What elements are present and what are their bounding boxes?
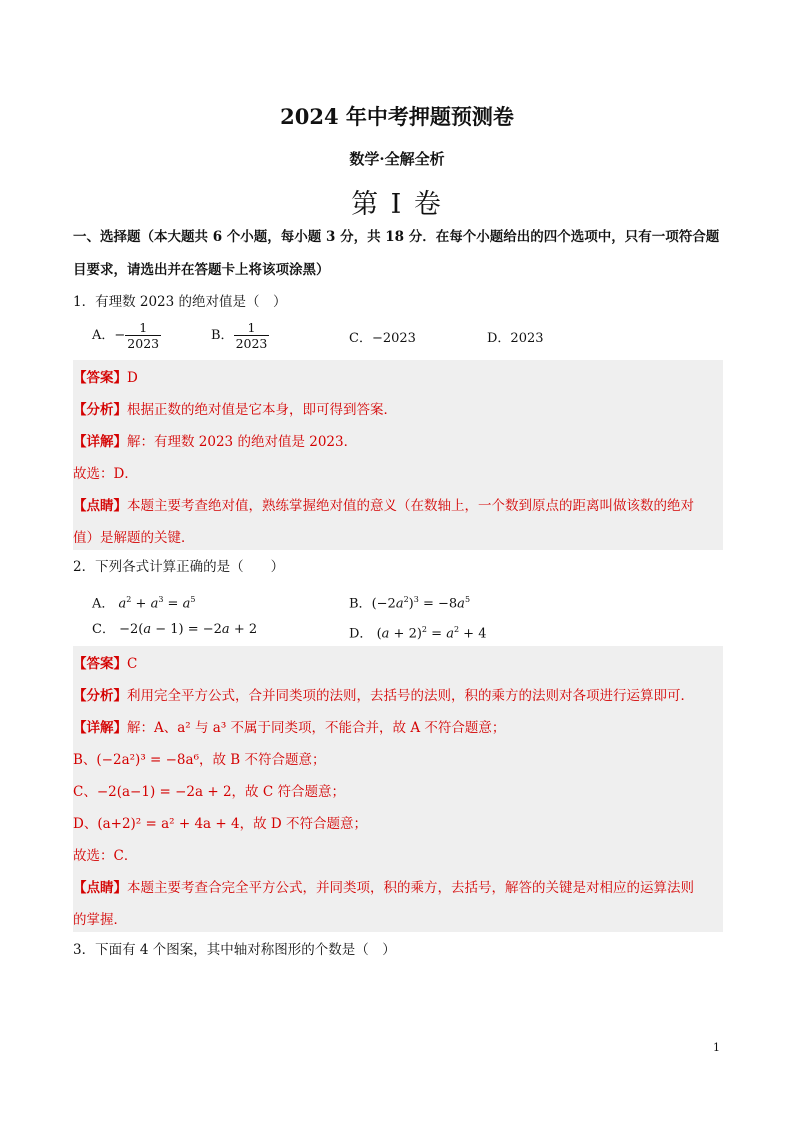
page-number: 1 [713,1041,720,1054]
q1-option-b [211,320,269,351]
q1-answer: 【答案】D [73,370,138,386]
q2-comment-cont: 的掌握． [73,912,127,928]
q1-comment-cont: 值）是解题的关键． [73,530,195,546]
q1-option-b-denominator: 2023 [235,336,268,351]
volume-heading: 第 I 卷 [351,189,443,220]
q2-analysis: 【分析】利用完全平方公式，合并同类项的法则，去括号的法则，积的乘方的法则对各项进行运算即可． [73,688,694,704]
q1-option-a [92,320,161,351]
section-heading-line2: 目要求，请选出并在答题卡上将该项涂黑） [73,262,330,278]
q2-option-a: A． $a^2 + a^3 = a^5$ [92,595,196,612]
q1-analysis: 【分析】根据正数的绝对值是它本身，即可得到答案． [73,402,397,418]
q1-option-c: C．−2023 [349,331,416,346]
q1-detail: 【详解】解：有理数 2023 的绝对值是 2023． [73,434,358,450]
question-3-stem: 3．下面有 4 个图案，其中轴对称图形的个数是（ ） [73,942,396,958]
q2-choose: 故选：C． [73,848,138,864]
q2-option-d: D． $(a + 2)^2 = a^2 + 4$ [349,625,487,642]
q1-solution-panel [73,360,723,550]
q2-detail-d: D、(a+2)² = a² + 4a + 4，故 D 不符合题意； [73,816,367,832]
q2-solution-panel [73,646,723,932]
section-heading-line1: 一、选择题（本大题共 6 个小题，每小题 3 分，共 18 分．在每个小题给出的四个选项中，只有一项符合题 [73,229,720,245]
q1-option-b-numerator: 1 [234,320,270,336]
q2-detail-b: B、(−2a²)³ = −8a⁶，故 B 不符合题意； [73,752,326,768]
q1-option-b-label: B． [211,328,234,343]
q1-option-b-fraction [234,320,270,351]
q1-option-a-label: A． [92,328,115,343]
question-2-stem: 2．下列各式计算正确的是（ ） [73,559,285,575]
q2-comment: 【点睛】本题主要考查合完全平方公式，并同类项，积的乘方，去括号，解答的关键是对相应的运算法则 [73,880,694,896]
q2-detail: 【详解】解：A、a² 与 a³ 不属于同类项，不能合并，故 A 不符合题意； [73,720,506,736]
page-subtitle: 数学·全解全析 [349,150,445,168]
q1-option-a-numerator: 1 [125,320,161,336]
question-1-stem: 1．有理数 2023 的绝对值是（ ） [73,294,287,310]
q1-choose: 故选：D． [73,466,138,482]
q1-option-a-denominator: 2023 [127,336,160,351]
q2-option-b: B．$(-2a^2)^3 = -8a^5$ [349,595,471,612]
q1-option-a-sign: − [114,328,126,343]
q2-detail-c: C、−2(a−1) = −2a + 2，故 C 符合题意； [73,784,345,800]
q1-option-a-fraction [125,320,161,351]
q1-comment: 【点睛】本题主要考查绝对值，熟练掌握绝对值的意义（在数轴上，一个数到原点的距离叫做该数的绝对 [73,498,694,514]
q1-option-d: D．2023 [487,331,544,346]
page-title: 2024 年中考押题预测卷 [280,104,514,129]
q2-answer: 【答案】C [73,656,138,672]
q2-option-c: C． −2(a − 1) = −2a + 2 [92,622,258,637]
